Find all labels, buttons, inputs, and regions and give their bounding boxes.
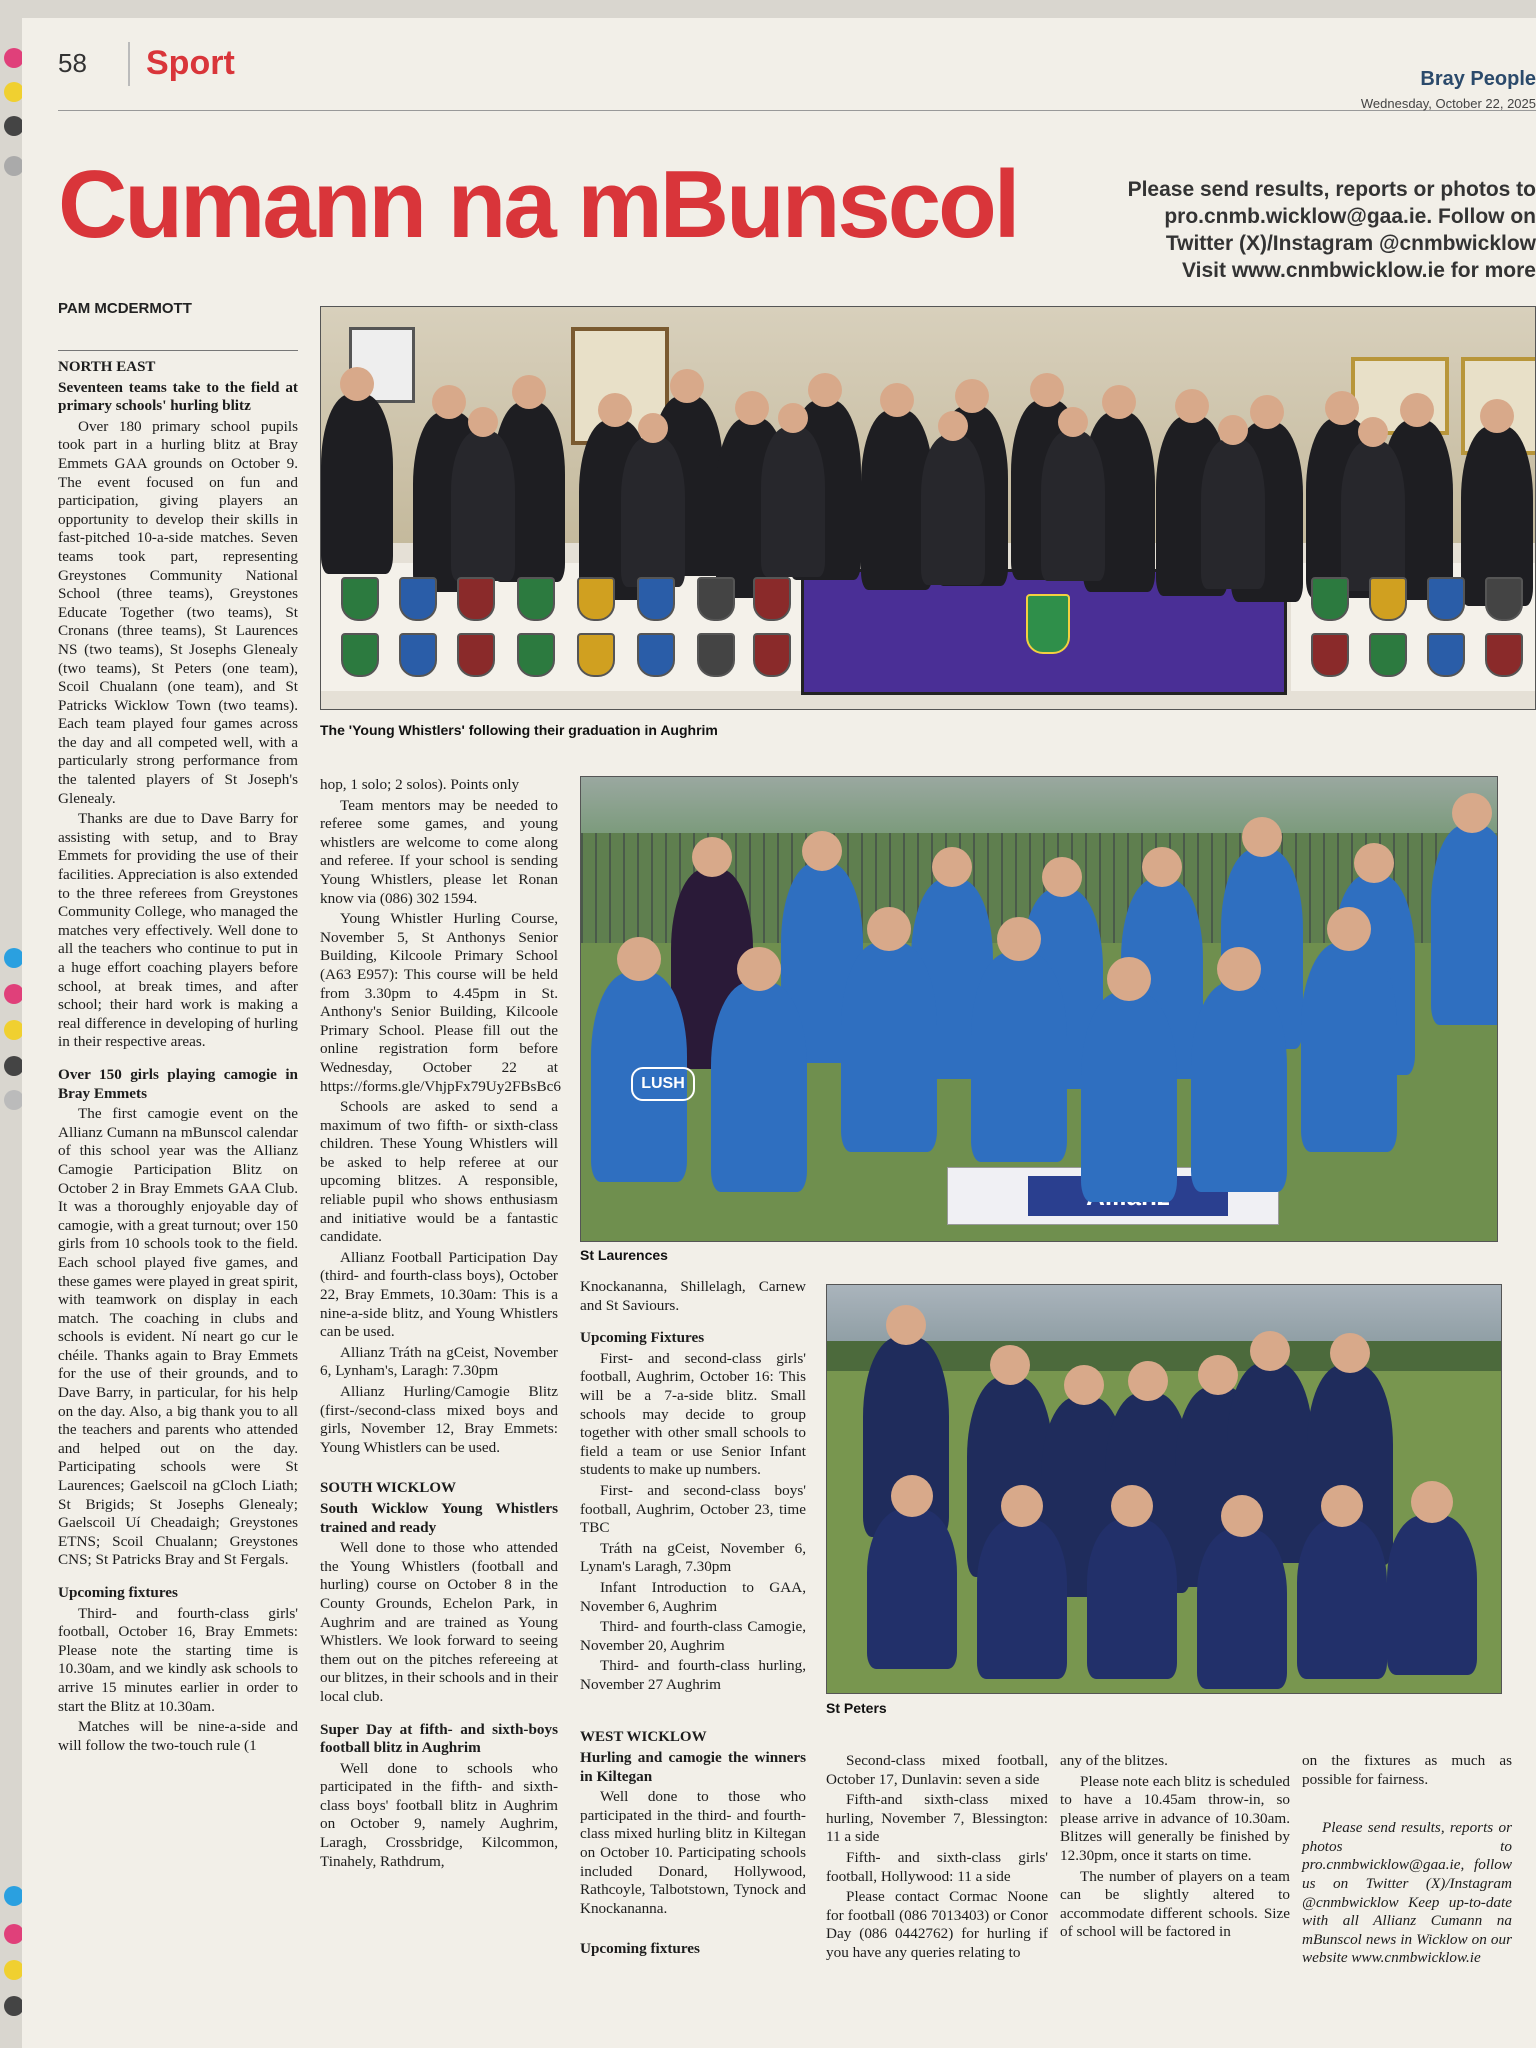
club-crest-icon [457, 633, 495, 677]
person-figure [321, 394, 393, 574]
grey-mark [4, 156, 24, 176]
magenta-mark [4, 48, 24, 68]
yellow-mark [4, 1020, 24, 1040]
send-results-line: Visit www.cnmbwicklow.ie for more [1182, 259, 1536, 282]
paragraph: Tráth na gCeist, November 6, Lynam's Laragh, 7.30pm [580, 1539, 806, 1576]
club-crest-icon [1311, 577, 1349, 621]
person-head [1058, 407, 1088, 437]
club-crest-icon [1369, 633, 1407, 677]
photo-caption: St Laurences [580, 1247, 668, 1263]
paragraph: Please contact Cormac Noone for football (086 7013403) or Conor Day (086 0442762) for hurling if you have any queries relating to [826, 1888, 1048, 1961]
person-figure [921, 435, 985, 585]
person-head [1030, 373, 1064, 407]
person-figure [1081, 992, 1177, 1202]
paragraph: Please note each blitz is scheduled to have a 10.45am throw-in, so please arrive in advance of 10.30am. Blitzes will generally be finished by 12.30pm, once it starts on time. [1060, 1772, 1290, 1864]
photo-st-peters [826, 1284, 1502, 1694]
person-figure [1301, 942, 1397, 1152]
person-head [1354, 843, 1394, 883]
person-head [735, 391, 769, 425]
person-head [598, 393, 632, 427]
cyan-mark [4, 1886, 24, 1906]
article-column-6 [1302, 1752, 1512, 1970]
paragraph: Second-class mixed football, October 17, Dunlavin: seven a side [826, 1752, 1048, 1788]
person-head [1217, 947, 1261, 991]
person-head [1042, 857, 1082, 897]
publication-name: Bray People [1420, 68, 1536, 90]
article-column-5 [1060, 1752, 1290, 1944]
black-mark [4, 1056, 24, 1076]
magenta-mark [4, 984, 24, 1004]
paragraph: hop, 1 solo; 2 solos). Points only [320, 776, 520, 793]
person-figure [1041, 431, 1105, 581]
cyan-mark [4, 948, 24, 968]
wicklow-crest-icon [1026, 594, 1070, 654]
paragraph: Fifth-and sixth-class mixed hurling, November 7, Blessington: 11 a side [826, 1791, 1048, 1846]
person-head [1411, 1481, 1453, 1523]
person-figure [711, 982, 807, 1192]
person-head [1250, 1331, 1290, 1371]
area-heading: SOUTH WICKLOW [320, 1480, 457, 1497]
person-head [1001, 1485, 1043, 1527]
subheading: Over 150 girls playing camogie in Bray Emmets [58, 1065, 298, 1102]
person-figure [761, 427, 825, 577]
paragraph: Young Whistler Hurling Course, November 5, St Anthonys Senior Building, Kilcoole Primary School (A63 E957): This course will be held from 3.30pm to 4.45pm in St. Anthony's Senior Building, Kilcoole Primary School. Please fill out the online registration form before Wednesday, October 22 at https://forms.gle/VhjpFx79Uy2FBsBc6 [320, 910, 561, 1095]
club-crest-icon [399, 577, 437, 621]
send-results-line: Twitter (X)/Instagram @cnmbwicklow [1165, 232, 1536, 255]
black-mark [4, 1996, 24, 2016]
person-head [1175, 389, 1209, 423]
yellow-mark [4, 82, 24, 102]
person-head [1400, 393, 1434, 427]
person-head [886, 1305, 926, 1345]
person-figure [451, 431, 515, 581]
person-head [990, 1345, 1030, 1385]
person-figure [1431, 825, 1498, 1025]
paragraph: The first camogie event on the Allianz Cumann na mBunscol calendar of this school year was the Allianz Camogie Participation Blitz on October 2 in Bray Emmets GAA Club. It was a thoroughly enjoyable day of camogie, with a great turnout; over 150 girls from 10 schools took to the field. Each school played five games, and these games were played in great spirit, with teamwork on display in each match. The coaching in clubs and schools is evident. Ní neart go cur le chéile. Thanks again to Bray Emmets for the use of their grounds, and to Dave Barry, in particular, for his help on the day. Also, a big thank you to all the teachers and parents who attended and helped out on the day. Participating schools were St Laurences; Gaelscoil na gCloch Liath; St Brigids; St Josephs Glenealy; Gaelscoil Uí Cheadaigh; Greystones ETNS; Scoil Chualann; Greystones CNS; St Patricks Bray and St Fergals. [58, 1105, 298, 1569]
paragraph: Allianz Tráth na gCeist, November 6, Lynham's, Laragh: 7.30pm [320, 1343, 558, 1380]
club-crest-icon [577, 633, 615, 677]
person-figure [1387, 1515, 1477, 1675]
person-figure [867, 1509, 957, 1669]
person-head [468, 407, 498, 437]
person-head [955, 379, 989, 413]
club-crest-icon [753, 577, 791, 621]
subheading: Hurling and camogie the winners in Kiltegan [580, 1749, 806, 1785]
person-head [1198, 1355, 1238, 1395]
black-mark [4, 116, 24, 136]
person-head [808, 373, 842, 407]
paragraph: Fifth- and sixth-class girls' football, Hollywood: 11 a side [826, 1848, 1048, 1885]
person-head [1142, 847, 1182, 887]
person-head [1107, 957, 1151, 1001]
paragraph: Infant Introduction to GAA, November 6, Aughrim [580, 1578, 806, 1615]
club-crest-icon [1427, 633, 1465, 677]
person-figure [977, 1519, 1067, 1679]
person-head [880, 383, 914, 417]
person-head [512, 375, 546, 409]
person-figure [971, 952, 1067, 1162]
jersey-sponsor-label: LUSH [631, 1067, 695, 1101]
person-figure [1087, 1519, 1177, 1679]
area-heading: NORTH EAST [58, 359, 156, 375]
subheading: Seventeen teams take to the field at primary schools' hurling blitz [58, 378, 298, 415]
magenta-mark [4, 1924, 24, 1944]
paragraph: First- and second-class boys' football, Aughrim, October 23, time TBC [580, 1481, 806, 1537]
person-head [638, 413, 668, 443]
paragraph: Third- and fourth-class hurling, November 27 Aughrim [580, 1657, 806, 1693]
person-head [1102, 385, 1136, 419]
person-figure [1201, 439, 1265, 589]
person-head [340, 367, 374, 401]
headline: Cumann na mBunscol [58, 151, 1018, 258]
subheading: Upcoming Fixtures [580, 1329, 705, 1347]
person-head [1325, 391, 1359, 425]
person-head [802, 831, 842, 871]
club-crest-icon [1369, 577, 1407, 621]
photo-caption: St Peters [826, 1700, 887, 1716]
paragraph: Third- and fourth-class Camogie, November 20, Aughrim [580, 1618, 806, 1654]
paragraph: Matches will be nine-a-side and will follow the two-touch rule (1 [58, 1718, 298, 1754]
send-results-line: pro.cnmb.wicklow@gaa.ie. Follow on [1164, 205, 1536, 228]
person-figure [621, 437, 685, 587]
person-head [1452, 793, 1492, 833]
paragraph: Well done to those who participated in the third- and fourth-class mixed hurling blitz in Kiltegan on October 10. Participating schools included Donard, Hollywood, Rathcoyle, Talbotstown, Tynock and Knockananna. [580, 1788, 806, 1917]
person-head [1064, 1365, 1104, 1405]
subheading: Upcoming fixtures [580, 1940, 700, 1958]
club-crest-icon [341, 633, 379, 677]
person-head [1250, 395, 1284, 429]
person-head [432, 385, 466, 419]
subheading: South Wicklow Young Whistlers trained and ready [320, 1499, 558, 1536]
paragraph: Well done to schools who participated in the fifth- and sixth-class boys' football blitz in Aughrim on October 9, namely Aughrim, Laragh, Crossbridge, Kilcommon, Tinahely, Rathdrum, [320, 1759, 558, 1870]
person-figure [1341, 441, 1405, 591]
photo-caption: The 'Young Whistlers' following their graduation in Aughrim [320, 722, 718, 738]
paragraph: Allianz Hurling/Camogie Blitz (first-/second-class mixed boys and girls, November 12, Bray Emmets: Young Whistlers can be used. [320, 1383, 558, 1456]
person-figure [1191, 982, 1287, 1192]
paragraph: Team mentors may be needed to referee some games, and young whistlers are welcome to come along and referee. If your school is sending Young Whistlers, please let Ronan know via (086) 302 1594. [320, 796, 558, 907]
paragraph: any of the blitzes. [1060, 1752, 1168, 1769]
person-head [932, 847, 972, 887]
person-head [938, 411, 968, 441]
person-head [1330, 1333, 1370, 1373]
person-head [1111, 1485, 1153, 1527]
club-crest-icon [637, 577, 675, 621]
person-head [617, 937, 661, 981]
subheading: Super Day at fifth- and sixth-boys football blitz in Aughrim [320, 1720, 558, 1757]
person-head [1221, 1495, 1263, 1537]
person-head [1358, 417, 1388, 447]
paragraph: Allianz Football Participation Day (third- and fourth-class boys), October 22, Bray Emmets, 10.30am: This is a nine-a-side blitz, and Young Whistlers can be used. [320, 1248, 558, 1341]
person-head [1242, 817, 1282, 857]
paragraph: Schools are asked to send a maximum of two fifth- or sixth-class children. These Young Whistlers will be asked to help referee at our upcoming blitzes. A responsible, reliable pupil who shows enthusiasm and initiative would be a fantastic candidate. [320, 1098, 558, 1246]
paragraph: on the fixtures as much as possible for fairness. [1302, 1752, 1512, 1788]
article-column-1 [58, 358, 298, 1757]
send-results-line: Please send results, reports or photos to [1127, 178, 1536, 201]
photo-young-whistlers [320, 306, 1536, 710]
person-head [1321, 1485, 1363, 1527]
club-crest-icon [637, 633, 675, 677]
column-rule [58, 350, 298, 351]
club-crest-icon [1427, 577, 1465, 621]
club-crest-icon [1485, 577, 1523, 621]
publication-date: Wednesday, October 22, 2025 [1360, 96, 1536, 111]
paragraph: Well done to those who attended the Young Whistlers (football and hurling) course on October 8 in the County Grounds, Echelon Park, in Aughrim and are trained as Young Whistlers. We look forward to seeing them out on the pitches refereeing at our blitzes, in their schools and in their local club. [320, 1539, 558, 1705]
club-crest-icon [399, 633, 437, 677]
club-crest-icon [753, 633, 791, 677]
article-column-3 [580, 1278, 806, 1961]
club-crest-icon [517, 633, 555, 677]
person-head [997, 917, 1041, 961]
person-head [1480, 399, 1514, 433]
header-divider [128, 42, 130, 86]
subheading: Upcoming fixtures [58, 1584, 178, 1601]
grey-mark [4, 1090, 24, 1110]
person-head [670, 369, 704, 403]
article-column-2 [320, 776, 561, 1873]
paragraph: Third- and fourth-class girls' football, October 16, Bray Emmets: Please note the starting time is 10.30am, and we kindly ask schools to arrive 15 minutes earlier in order to start the Blitz at 10.30am. [58, 1604, 298, 1715]
club-crest-icon [457, 577, 495, 621]
paragraph: First- and second-class girls' football, Aughrim, October 16: This will be a 7-a-side blitz. Small schools may decide to group together with other small schools to field a team or use Senior Infant students to make up numbers. [580, 1349, 806, 1479]
page-number: 58 [58, 48, 87, 78]
club-crest-icon [697, 633, 735, 677]
page-header [58, 40, 1536, 111]
club-crest-icon [1311, 633, 1349, 677]
paragraph: The number of players on a team can be slightly altered to accommodate different schools. Size of school will be factored in [1060, 1867, 1290, 1941]
person-head [1218, 415, 1248, 445]
paragraph: Knockananna, Shillelagh, Carnew and St Saviours. [580, 1278, 806, 1314]
club-crest-icon [577, 577, 615, 621]
byline: PAM MCDERMOTT [58, 300, 192, 317]
send-results-box [1110, 176, 1536, 284]
club-crest-icon [1485, 633, 1523, 677]
club-crest-icon [341, 577, 379, 621]
person-figure [1197, 1529, 1287, 1689]
person-head [778, 403, 808, 433]
person-head [1327, 907, 1371, 951]
paragraph: Thanks are due to Dave Barry for assisting with setup, and to Bray Emmets for providing the use of their facilities. Appreciation is also extended to the three referees from Greystones Community College, who managed the matches very effectively. Well done to all the teachers who continue to put in a huge effort coaching players before school, at break times, and after school; their hard work is making a real difference in developing of hurling in their respective areas. [58, 810, 298, 1051]
person-figure [1297, 1519, 1387, 1679]
photo-st-laurences [580, 776, 1498, 1242]
sky-trees [581, 777, 1497, 837]
person-head [737, 947, 781, 991]
person-head [891, 1475, 933, 1517]
area-heading: WEST WICKLOW [580, 1729, 707, 1746]
yellow-mark [4, 1960, 24, 1980]
club-crest-icon [517, 577, 555, 621]
person-head [1128, 1361, 1168, 1401]
paragraph: Over 180 primary school pupils took part in a hurling blitz at Bray Emmets GAA grounds on October 9. The event focused on fun and participation, giving players an opportunity to develop their skills in fast-pitched 10-a-side matches. Seven teams took part, representing Greystones Community National School (three teams), Greystones Educate Together (two teams), St Cronans (three teams), St Laurences NS (two teams), St Josephs Glenealy (two teams), St Peters (one team), Scoil Chualann (one team), and St Patricks Wicklow Town (two teams). Each team played four games across the day and all competed well, with a particularly strong performance from the talented players of St Joseph's Glenealy. [58, 417, 298, 807]
club-crest-icon [697, 577, 735, 621]
person-figure [841, 942, 937, 1152]
person-head [867, 907, 911, 951]
article-column-4 [826, 1752, 1048, 1965]
person-head [692, 837, 732, 877]
section-label: Sport [146, 44, 235, 82]
contact-note: Please send results, reports or photos to pro.cnmbwicklow@gaa.ie, follow us on Twitter (X)/Instagram @cnmbwicklow Keep up-to-date with all Allianz Cumann na mBunscol news in Wicklow on our website www.cnmbwicklow.ie [1302, 1819, 1512, 1967]
